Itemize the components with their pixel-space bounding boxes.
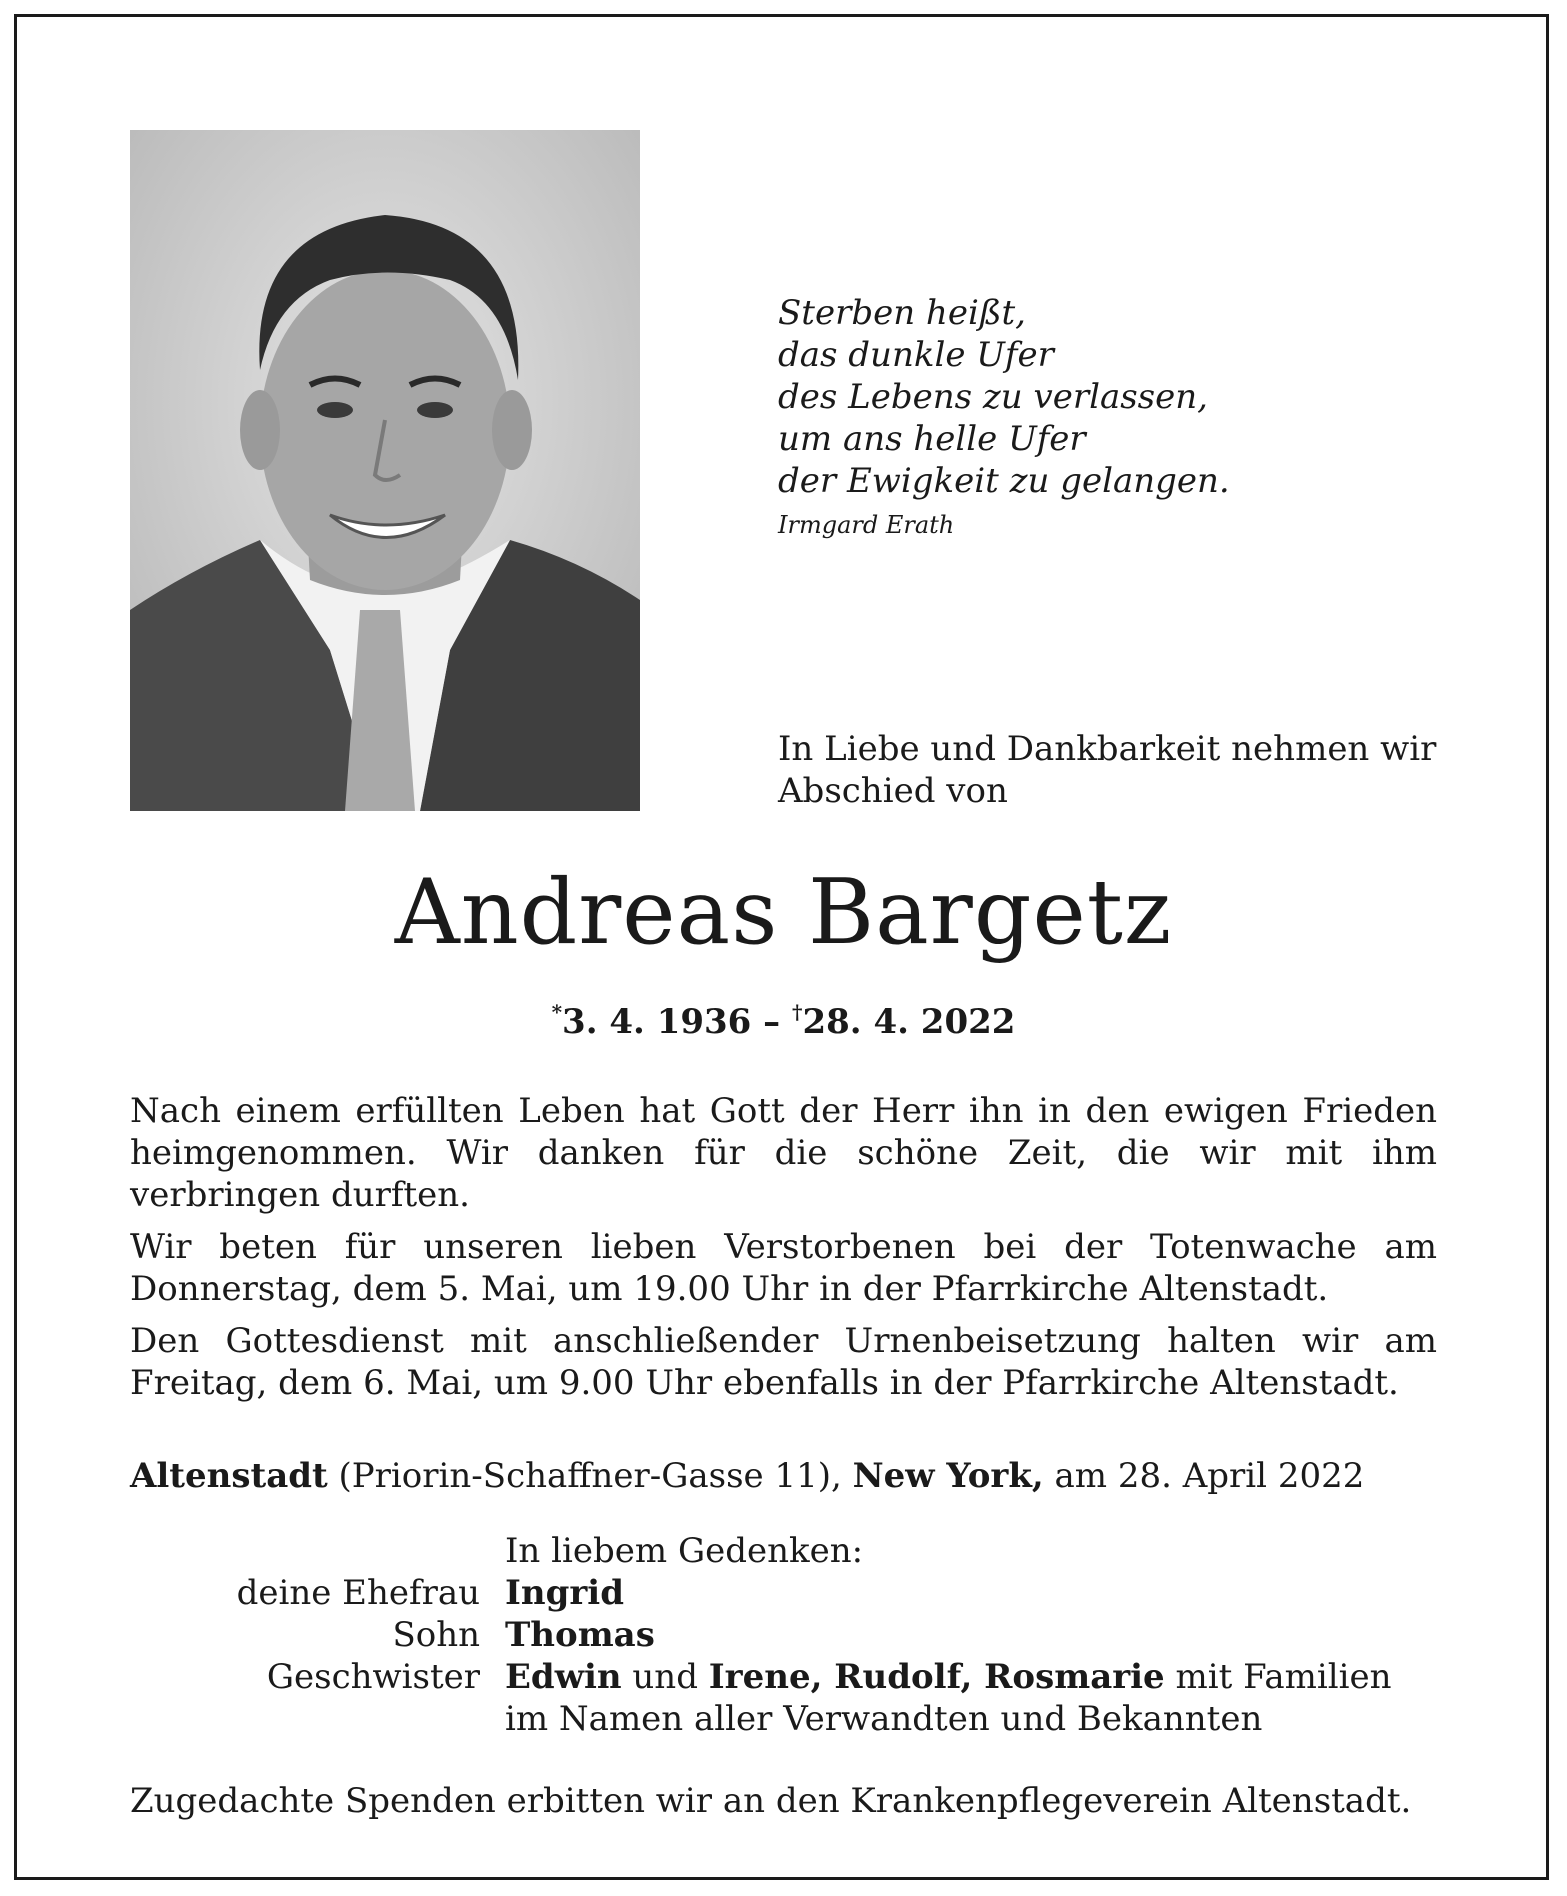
quote-line: der Ewigkeit zu gelangen. [778, 461, 1230, 501]
family-row [130, 1614, 1392, 1656]
portrait-photo [130, 130, 640, 811]
place-and-date [130, 1455, 1364, 1497]
quote-line: des Lebens zu verlassen, [778, 377, 1208, 417]
family-role: Geschwister [266, 1657, 480, 1697]
quote-line: um ans helle Ufer [778, 419, 1086, 459]
city: New York, [852, 1456, 1044, 1496]
notice-date: am 28. April 2022 [1043, 1456, 1365, 1496]
family-role: Sohn [392, 1615, 480, 1655]
date-separator: – [763, 1002, 781, 1042]
family-role: deine Ehefrau [236, 1573, 480, 1613]
intro-text [778, 728, 1436, 812]
birth-symbol: * [551, 1000, 563, 1024]
address: (Priorin-Schaffner-Gasse 11), [327, 1456, 853, 1496]
family-list [130, 1530, 1392, 1740]
life-dates [0, 1000, 1567, 1042]
town: Altenstadt [130, 1456, 328, 1496]
intro-line: Abschied von [778, 771, 1008, 811]
death-symbol: † [792, 1000, 803, 1024]
quote-line: Sterben heißt, [778, 293, 1026, 333]
sibling-name: Edwin [505, 1657, 622, 1697]
deceased-name: Andreas Bargetz [394, 860, 1173, 965]
notice-body [130, 1090, 1437, 1414]
relatives-line: im Namen aller Verwandten und Bekannten [505, 1699, 1263, 1739]
quote [778, 292, 1230, 540]
family-names: Ingrid [505, 1573, 624, 1613]
family-row [130, 1572, 1392, 1614]
sibling-names: Irene, Rudolf, Rosmarie [708, 1657, 1165, 1697]
siblings-names [505, 1656, 1392, 1698]
body-paragraph: Wir beten für unseren lieben Verstorbenen bei der Totenwache am Donnerstag, dem 5. Mai, um 19.00 Uhr in der Pfarrkirche Altenstadt. [130, 1227, 1437, 1309]
connector: und [621, 1657, 709, 1697]
intro-line: In Liebe und Dankbarkeit nehmen wir [778, 729, 1437, 769]
quote-line: das dunkle Ufer [778, 335, 1054, 375]
family-names: Thomas [505, 1615, 655, 1655]
family-heading: In liebem Gedenken: [505, 1531, 864, 1571]
body-paragraph: Nach einem erfüllten Leben hat Gott der Herr ihn in den ewigen Frieden heimgenommen. Wir danken für die schöne Zeit, die wir mit ihm verbringen durften. [130, 1091, 1437, 1215]
family-row [130, 1656, 1392, 1698]
birth-date: 3. 4. 1936 [562, 1002, 752, 1042]
quote-author: Irmgard Erath [778, 511, 955, 539]
body-paragraph: Den Gottesdienst mit anschließender Urnenbeisetzung halten wir am Freitag, dem 6. Mai, um 9.00 Uhr ebenfalls in der Pfarrkirche Altenstadt. [130, 1321, 1437, 1403]
death-date: 28. 4. 2022 [802, 1002, 1016, 1042]
donation-note: Zugedachte Spenden erbitten wir an den Krankenpflegeverein Altenstadt. [130, 1781, 1412, 1821]
with-families: mit Familien [1164, 1657, 1392, 1697]
